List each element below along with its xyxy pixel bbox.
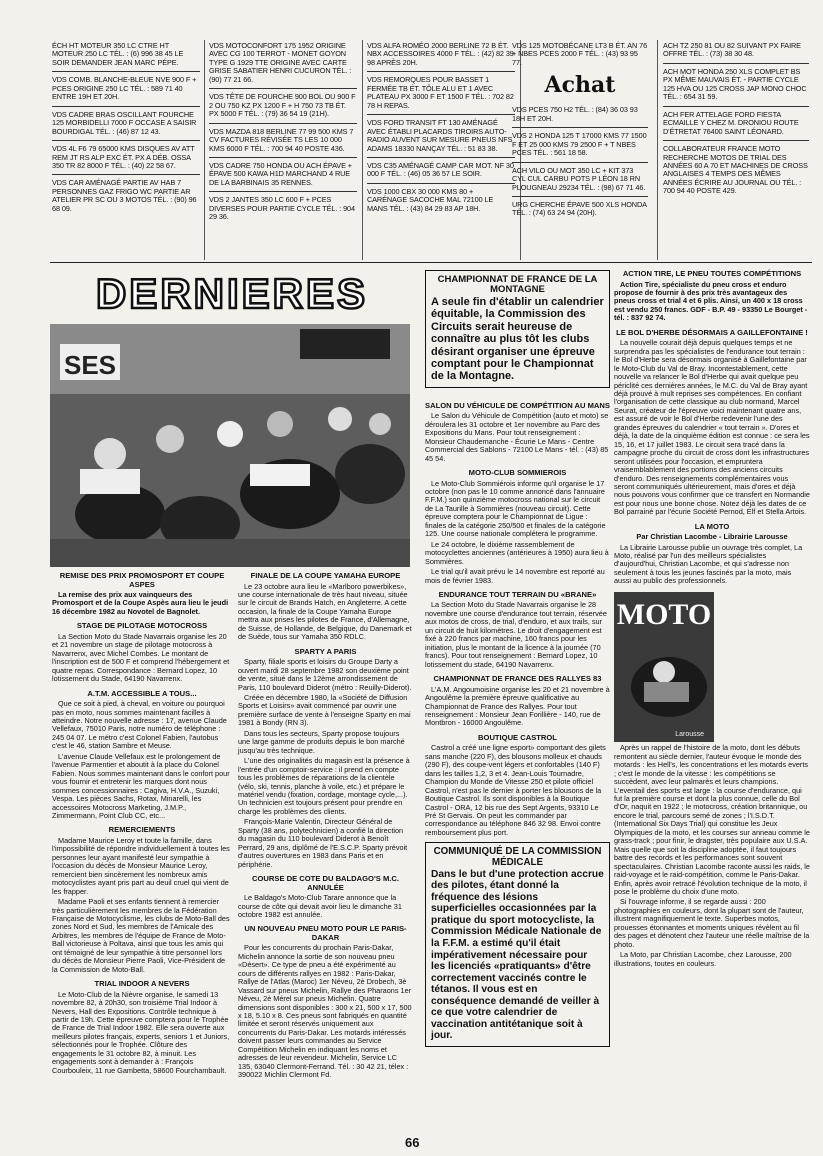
classified-ad: VDS 4L F6 79 65000 KMS DISQUES AV ATT REM JT RS ALP EXC ÉT. PX A DÉB. OSSA 350 TR 82 8000 F TÉL. : (40) 22 58 67.	[52, 144, 195, 170]
article-title: LA MOTO	[694, 521, 730, 531]
article-title: SALON DU VÉHICULE DE COMPÉTITION AU MANS	[425, 400, 610, 410]
classified-ad: ACH FER ATTELAGE FORD FIESTA ECMAILLE Y CHEZ M. DRONIOU ROUTE D'ÉTRETAT 76400 SAINT LÉONARD.	[663, 109, 799, 136]
classified-ad: VDS FORD TRANSIT FT 130 AMÉNAGÉ AVEC ÉTABLI PLACARDS TIROIRS AUTO-RADIO AUVENT SUR MESURE PNEUS NFS ADAMS 18330 NANÇAY TÉL. : 51 83 38.	[367, 118, 513, 153]
left-column	[52, 572, 232, 1077]
article-text: Si l'ouvrage informe, il se regarde aussi : 200 photographies en couleurs, dont la plupart sont de l'auteur, illustrent magnifiquement le texte. Superbes motos, prouesses étonnantes et moments uniques révèlent au fil des pages et dénotent chez l'auteur une réelle maîtrise de la photo.	[614, 897, 810, 949]
article-text: Action Tire, spécialiste du pneu cross et enduro propose de fournir à des prix très avantageux des pneus cross et trial 4 et 6 plis. Ainsi, un 400 x 18 cross est vendu 250 francs. GDF - B.P. 49 - 93350 Le Bourget - tél. : 837 92 74.	[614, 279, 808, 323]
classified-ad: VDS MOTOCONFORT 175 1952 ORIGINE AVEC CG 100 TERROT - MONET GOYON TYPE G 1929 TTE ORIGINE AVEC CARTE GRISE SABATIER HENRI CUCURON TÉL. : (90) 77 21 66.	[209, 41, 352, 84]
medical-box	[425, 842, 610, 1046]
classifieds-col-1	[52, 42, 200, 213]
montagne-box	[425, 270, 610, 388]
article-text: Que ce soit à pied, à cheval, en voiture ou pourquoi pas en moto, nous sommes maintenant facilles à atteindre. Notre nouvelle adresse : 17, avenue Claude Vellefaux, 75010 Paris, notre numéro de téléphone : 245 04 07. Le métro c'est Colonel Fabien, l'autobus c'est le 46, station Sambre et Meuse.	[52, 699, 227, 751]
article-title: FINALE DE LA COUPE YAMAHA EUROPE	[250, 571, 401, 580]
article-text: L'A.M. Angoumoisine organise les 20 et 21 novembre à Angoulême la première épreuve qualificative au Championnat de France des Rallyes. Pour tout renseignement : Monsieur Jean Forillière - 140, rue de Montbron - 16000 Angoulême.	[425, 684, 610, 728]
article-text: Le Baldago's Moto-Club Tarare annonce que la course de côte qui devait avoir lieu le dimanche 31 octobre 1982 est annulée.	[238, 893, 402, 919]
box-title: COMMUNIQUÉ DE LA COMMISSION MÉDICALE	[433, 846, 602, 869]
svg-text:SES: SES	[64, 350, 117, 380]
classified-ad: VDS ALFA ROMÉO 2000 BERLINE 72 B ÉT. NBX ACCESSOIRES 4000 F TÉL. : (42) 82 39 98 APRÈS 20H.	[367, 41, 514, 67]
article-text: Pour les concurrents du prochain Paris-Dakar, Michelin annonce la sortie de son nouveau pneu «Désert». Ce type de pneu a été expérimenté au cours de différents rallyes en 1982 : Paris-Dakar, Rallye de l'Atlas (Maroc) 1er Néveu, 2è Drobech, 3è Vassard sur pneus Michelin, Rallye des Pharaons 1er Néveu, 2è Mérel sur pneus Michelin. Quatre dimensions sont disponibles : 300 x 21, 500 x 17, 500 x 18, 5.10 x 8. Ces pneus sont fabriqués en quantité limitée et seront réservés uniquement aux concurrents du Paris-Dakar. Les motards intéressés doivent passer leurs commandes au Service Compétition Michelin en indiquant les noms et adresses de leur revendeur. Michelin, Service LC 135, 63040 Clermont-Ferrand. Tél. : 30 42 21, télex : 390022 Michlin Clermont Fd.	[238, 943, 412, 1080]
article-title: ENDURANCE TOUT TERRAIN DU «BRANE»	[438, 589, 597, 599]
classifieds-col-2	[209, 42, 357, 222]
banner-title: DERNIERES	[96, 270, 368, 317]
article-text: Après un rappel de l'histoire de la moto, dont les débuts remontent au siècle dernier, l'auteur évoque le monde des motards : les Hell's, les concentrations et les motards everts ; c'est le monde de la vitesse : les compétitions se succèdent, avec leur palmarès et leurs champions. L'eventail des sports est large : la course d'endurance, qui fut la première course et dont la plus connue, celle du Bol d'Or, naquit en 1922 ; le motocross, création britannique, ou encore le trial, parcours semé de zones ; l'I.S.D.T. (International Six Days Trial) qui constitue les Jeux Olympiques de la moto, et les courses sur anneau comme le grass-track ; pour finir, le dragster, très populaire aux U.S.A. Mais quelle que soit la discipline adoptée, il faut toujours battre des records et les performances sont souvent spectaculaires. Christian Lacombe raconte aussi les raids, le raid-voyage et le raid-compétition, comme le Paris-Dakar. Enfin, après avoir retracé l'évolution technique de la moto, il pose le problème du choix d'une moto.	[614, 743, 810, 896]
fourth-column	[614, 270, 810, 970]
classified-ad: COLLABORATEUR FRANCE MOTO RECHERCHE MOTOS DE TRIAL DES ANNÉES 60 A 70 ET MACHINES DE CROSS ANGLAISES 4 TEMPS DES MÊMES ANNÉES ÉCRIRE AU JOURNAL OU TÉL. : 700 94 40 POSTE 429.	[663, 144, 808, 196]
article-text: Madame Paoli et ses enfants tiennent à remercier très particulièrement les membres de la Fédération Française de Motocyclisme, les clubs de Moto-Ball des zones Nord et Sud, les membres de l'Amicale des Arbitres, les membres de l'équipe de France de Moto-Ball victorieuse à Poltava, ainsi que tous les amis qui ont témoigné de leur sympathie à titre personnel lors du décès de Monsieur Pierre Paoli, Vice-Président de la Commission de Moto-Ball.	[52, 897, 230, 974]
classifieds-col-4	[512, 42, 648, 218]
article-text: L'une des originalités du magasin est la présence à l'entrée d'un comptoir-service : il prend en compte tous les problèmes de réparations de la clientèle (vélo, ski, tennis, planche à voile, etc.) et prépare le matériel vendu (fixation, cordage, montage cycle,...). Un technicien est toujours présent pour prendre en charge les problèmes des clients.	[238, 756, 410, 816]
article-title: REMERCIEMENTS	[108, 825, 176, 835]
article-text: La Section Moto du Stade Navarrais organise les 20 et 21 novembre un stage de pilotage motocross à Navarrenx, avec Michel Combes. Le montant de l'inscription est de 500 F et comprend l'hébergement et quatre repas. Correspondance : Bernard Lopez, 10 lotissement du Stade, 64190 Navarrenx.	[52, 631, 230, 684]
box-text: Dans le but d'une protection accrue des pilotes, étant donné la fréquence des lésions superficielles occasionnées par la pratique du sport motocycliste, la Commission Médicale Nationale de la F.F.M. a estimé qu'il était impérativement nécessaire pour les licenciés «pratiquants» d'être correctement vaccinés contre le tétanos. Il vous est en conséquence demandé de veiller à ce que votre calendrier de vaccination antitétanique soit à jour.	[431, 868, 604, 1042]
book-publisher: Larousse	[675, 730, 704, 738]
article-title: CHAMPIONNAT DE FRANCE DES RALLYES 83	[433, 674, 602, 684]
article-text: La Librairie Larousse publie un ouvrage très complet, La Moto, réalisé par l'un des meilleurs spécialistes d'aujourd'hui, Christian Lacombe, et qui s'adresse non seulement à tous les jeunes fascinés par la moto, mais aussi au public des professionnels.	[614, 542, 803, 586]
article-title: LE BOL D'HERBE DÉSORMAIS A GAILLEFONTAINE !	[616, 327, 808, 337]
classified-ad: VDS MAZDA 818 BERLINE 77 99 500 KMS 7 CV FACTURES RÉVISÉE TS LES 10 000 KMS 6000 F TÉL. : 700 94 40 POSTE 436.	[209, 126, 354, 153]
article-text: L'avenue Claude Vellefaux est le prolongement de l'avenue Parmentier et aboutit à la place du Colonel Fabien. Nous sommes maintenant dans le confort pour vous fournir et entretenir les marques dont nous sommes concessionnaires : Cagiva, H.V.A., Suzuki, Vespa. Les pièces Sachs, Rotax, Minarelli, les accessoires Motocross Marketing, J.M.P., Zimmermann, Point Club CC, etc...	[52, 751, 230, 820]
article-text: Le Moto-Club de la Nièvre organise, le samedi 13 novembre 82, à 20h30, son troisième Trial Indoor à Nevers, Hall des Expositions. Contrôle technique à partir de 19h. Cette épreuve comptera pour le Trophée de France de Trial Indoor 1982. Elle sera ouverte aux meilleurs pilotes français, experts, seniors 1 et Juniors, sélectionnés pour le Trophée. Clôture des engagements le 31 octobre 82, à minuit. Les engagements sont à demander à : François Courbouleix, 11 rue Gambetta, 58600 Fourchambault.	[52, 989, 230, 1075]
dernieres-banner	[96, 268, 368, 318]
classified-ad: VDS REMORQUES POUR BASSET 1 FERMÉE TB ÉT. TÔLE ALU ET 1 AVEC PLATEAU PX 3000 F ET 1500 F TÉL. : 702 82 78 H REPAS.	[367, 75, 514, 110]
box-text: A seule fin d'établir un calendrier équitable, la Commission des Circuits serait heureuse de connaître au plus tôt les clubs désirant organiser une épreuve comptant pour le Championnat de la Montagne.	[431, 295, 604, 383]
classified-ad: VDS PCES 750 H2 TÉL. : (84) 36 03 93 18H ET 20H.	[512, 105, 638, 123]
classified-ad: VDS CADRE 750 HONDA OU ACH ÉPAVE + ÉPAVE 500 KAWA H1D MARCHAND 4 RUE DE LA BARBINAIS 35 RENNES.	[209, 160, 352, 187]
classified-ad: ACH VILO OU MOT 350 LC + KIT 373 CYL CUL CARBU POTS P LÉON 18 RN PLOUGNEAU 29234 TÉL. : (98) 67 71 46.	[512, 165, 646, 192]
article-text: La nouvelle courait déjà depuis quelques temps et ne surprendra pas les spécialistes de l'endurance tout terrain : le Bol d'Herbe sera désormais organisé à Gaillefontaine par le Moto-Club du Val de Bray. Incontestablement, cette nouvelle va relancer le Bol d'Herbe qui avait quelque peu périclité ces dernières années, le M.C. du Val de Bray ayant déjà prouvé à mult reprises ses compétences. En confiant l'organisation de cette classique au club normand, Marcel Seurat, créateur de l'épreuve voici maintenant quatre ans, est assuré de voir le Bol d'Herbe redevenir l'une des grandes épreuves du calendrier « tout terrain ». D'ores et déjà, la date de la cinquième édition est connue : ce sera les 15, 16, et 17 juillet 1983. Le circuit sera tracé dans la campagne proche du circuit de cross dont les infrastructures seront utilisées pour l'occasion, et empruntera vraisemblablement des portions des anciens circuits d'enduro. Des renseignements complémentaires vous seront communiqués ultérieurement, mais d'ores et déjà nous pouvons vous confirmer que ce transfert en Normandie est pour nous une bonne chose. Notez déjà les dates de ce Bol parrainé par l'écurie Société Pernod, Elf et Stella Artois.	[614, 338, 810, 517]
book-cover	[614, 592, 714, 744]
classifieds-col-5	[663, 42, 809, 196]
classified-ad: ACH TZ 250 81 OU 82 SUIVANT PX FAIRE OFFRE TÉL. : (73) 38 30 48.	[663, 41, 801, 59]
article-title: TRIAL INDOOR A NEVERS	[94, 979, 190, 989]
article-text: Sparty, filiale sports et loisirs du Groupe Darty a ouvert mardi 28 septembre 1982 son deuxième point de vente, situé dans le 12ème arrondissement de Paris, 110 boulevard Diderot (métro : Reuilly-Diderot).	[238, 657, 412, 692]
classified-ad: ACH MOT HONDA 250 XLS COMPLET BS PX MÊME MAUVAIS ÉT. - PARTIE CYCLE 125 HVA OU 125 CROSS JAP MONO CHOC TÉL. : 654 31 59.	[663, 66, 807, 102]
article-subtitle: Par Christian Lacombe - Librairie Larousse	[636, 532, 788, 542]
article-text: Créée en décembre 1980, la «Société de Diffusion Sports et Loisirs» avait commencé par ouvrir une première surface de vente à l'enseigne Sparty en mai 1981 à Bondy (RN 3).	[238, 692, 411, 728]
middle-column	[238, 572, 413, 1082]
box-title: CHAMPIONNAT DE FRANCE DE LA MONTAGNE	[437, 274, 598, 296]
article-text: Le 23 octobre aura lieu le «Marlboro powerbikes», une course internationale de très haut niveau, située sur le circuit de Brands Hatch, en Angleterre. A cette occasion, la finale de la Coupe Yamaha Europe mettra aux prises les pilotes de France, d'Allemagne, de Suisse, de Hollande, de Belgique, du Danemark et de Suède, tous sur Yamaha 350 RDLC.	[238, 581, 412, 642]
book-title: MOTO	[616, 597, 712, 631]
achat-heading: Achat	[544, 72, 616, 99]
classified-ad: VDS 2 JANTES 350 LC 600 F + PCES DIVERSES POUR PARTIE CYCLE TÉL. : 904 29 36.	[209, 195, 355, 222]
page-number: 66	[405, 1135, 420, 1150]
article-text: La Moto, par Christian Lacombe, chez Larousse, 200 illustrations, toutes en couleurs.	[614, 950, 792, 968]
classified-ad: VDS 2 HONDA 125 T 17000 KMS 77 1500 F ET 25 000 KMS 79 2500 F + T NBES PCES TÉL. : 561 18 58.	[512, 131, 647, 158]
article-title: COURSE DE COTE DU BALDAGO'S M.C. ANNULÉE	[252, 874, 399, 892]
article-title: A.T.M. ACCESSIBLE A TOUS...	[87, 688, 197, 698]
article-text: Le trial qu'il avait prévu le 14 novembre est reporté au mois de février 1983.	[425, 567, 605, 585]
article-text: Castrol a créé une ligne esport» comportant des gilets sans manche (220 F), des blousons molleux et chauds (290 F), des coupe-vent légers et confortables (140 F) dans les tailles 1,2, 3 et 4. Jean-Louis Tournadre, Champion du Monde de Vitesse 250 et pilote officiel Castrol, n'est pas le dernier à porter les blousons de la Boutique Castrol. Ils sont disponibles à la Boutique Castrol - ORA, 12 bis rue des Sept Argents, 93310 Le Pré St Gervais. On peut les commander par correspondance au téléphone 846 32 98. Envoi contre remboursement plus port.	[425, 743, 606, 837]
classified-ad: VDS CADRE BRAS OSCILLANT FOURCHE 125 MORBIDELLI 7000 F OCCASE A SAISIR BOURDIGAL TÉL. : (46) 87 12 43.	[52, 109, 197, 136]
classified-ad: ÉCH HT MOTEUR 350 LC CTRE HT MOTEUR 250 LC TÉL. : (6) 996 38 45 LE SOIR DEMANDER JEAN MARC PÉPE.	[52, 41, 184, 67]
article-title: BOUTIQUE CASTROL	[478, 732, 557, 742]
classified-ad: VDS C35 AMÉNAGÉ CAMP CAR MOT. NF 30 000 F TÉL. : (46) 05 36 57 LE SOIR.	[367, 160, 514, 179]
classified-ad: VDS 1000 CBX 30 000 KMS 80 + CARÉNAGE SACOCHE MAL 72100 LE MANS TÉL. : (43) 84 29 83 AP 18H.	[367, 186, 494, 213]
article-text: Dans tous les secteurs, Sparty propose toujours une large gamme de produits depuis le bon marché jusqu'au très technique.	[238, 728, 405, 755]
article-title: SPARTY A PARIS	[294, 646, 357, 656]
article-title: STAGE DE PILOTAGE MOTOCROSS	[76, 621, 208, 631]
article-text: Madame Maurice Leroy et toute la famille, dans l'impossibilité de répondre individuellement à toutes les personnes leur ayant manifesté leur sympathie à l'occasion du décès de Monsieur Maurice Leroy, remercient bien sincèrement les nombreux amis motocyclistes ayant pris part au deuil cruel qui vient de les frapper.	[52, 835, 230, 896]
article-title: ACTION TIRE, LE PNEU TOUTES COMPÉTITIONS	[622, 269, 802, 278]
article-title: MOTO-CLUB SOMMIEROIS	[468, 468, 567, 478]
article-text: François-Marie Valentin, Directeur Général de Sparty (38 ans, polytechnicien) a confié la direction du magasin du 110 boulevard Diderot à Benoît Perrard, 29 ans, diplômé de l'E.S.C.P. Sparty prévoit d'autres ouvertures en 1983 dans Paris et en périphérie.	[238, 817, 408, 869]
third-column	[425, 270, 610, 1047]
article-text: Le 24 octobre, le dixième rassemblement de motocyclettes anciennes (antérieures à 1950) aura lieu à Sommières.	[425, 539, 609, 566]
classified-ad: VDS CAR AMÉNAGÉ PARTIE AV HAB 7 PERSONNES GAZ FRIGO WC PARTIE AR ATELIER PR SC OU 3 MOTOS TÉL. : (90) 96 68 09.	[52, 178, 197, 213]
motocross-photo	[50, 324, 410, 567]
article-title: REMISE DES PRIX PROMOSPORT ET COUPE ASPES	[59, 571, 225, 589]
article-text: La Section Moto du Stade Navarrais organise le 28 novembre une course d'endurance tout terrain, réservée aux motos de cross, de trial, d'enduro, et aux trails, sur un circuit de huit kilomètres. Le droit d'engagement est fixé à 220 francs par machine, 160 francs pour les initiation, plus le montant de la licence à la journée (70 francs). Pour tout renseignement : Bernard Lopez, 10 lotissement du stade, 64190 Navarrenx.	[425, 600, 607, 669]
article-text: La remise des prix aux vainqueurs des Promosport et de la Coupe Aspès aura lieu le jeudi 16 décembre 1982 au Novotel de Bagnolet.	[52, 590, 229, 616]
article-text: Le Salon du Véhicule de Compétition (auto et moto) se déroulera les 31 octobre et 1er novembre au Parc des Expositions du Mans. Pour tout renseignement : Monsieur Chaudemanche - Écurie Le Mans - Centre Commercial des Sablons - 72100 Le Mans - tél. : (43) 85 45 54.	[425, 411, 609, 463]
classified-ad: URG CHERCHE ÉPAVE 500 XLS HONDA TÉL. : (74) 63 24 94 (20H).	[512, 199, 647, 218]
classifieds-col-3	[367, 42, 515, 213]
article-text: Le Moto-Club Sommiérois informe qu'il organise le 17 octobre (non pas le 10 comme annoncé dans l'annuaire F.F.M.) son quinzième motocross national sur le circuit de La Taurille à Sommières (nouveau circuit). Cette épreuve comptera pour le Championnat de Ligue : finales de la catégorie 250/500 et finales de la catégorie 125. Une course nationale complétera le programme.	[425, 478, 606, 539]
classified-ad: VDS 125 MOTOBÉCANE LT3 B ÉT. AN 76 + NBES PCES 2000 F TÉL. : (43) 93 95 77.	[512, 41, 648, 67]
classified-ad: VDS TÊTE DE FOURCHE 900 BOL OU 900 F 2 OU 750 KZ PX 1200 F + H 750 73 TB ÉT. PX 5000 F TÉL. : (79) 36 54 19 (21H).	[209, 92, 356, 119]
classified-ad: VDS COMB. BLANCHE-BLEUE NVE 900 F + PCES ORIGINE 250 LC TÉL. : 589 71 40 ENTRE 19H ET 20H.	[52, 75, 197, 102]
article-title: UN NOUVEAU PNEU MOTO POUR LE PARIS-DAKAR	[244, 924, 407, 942]
